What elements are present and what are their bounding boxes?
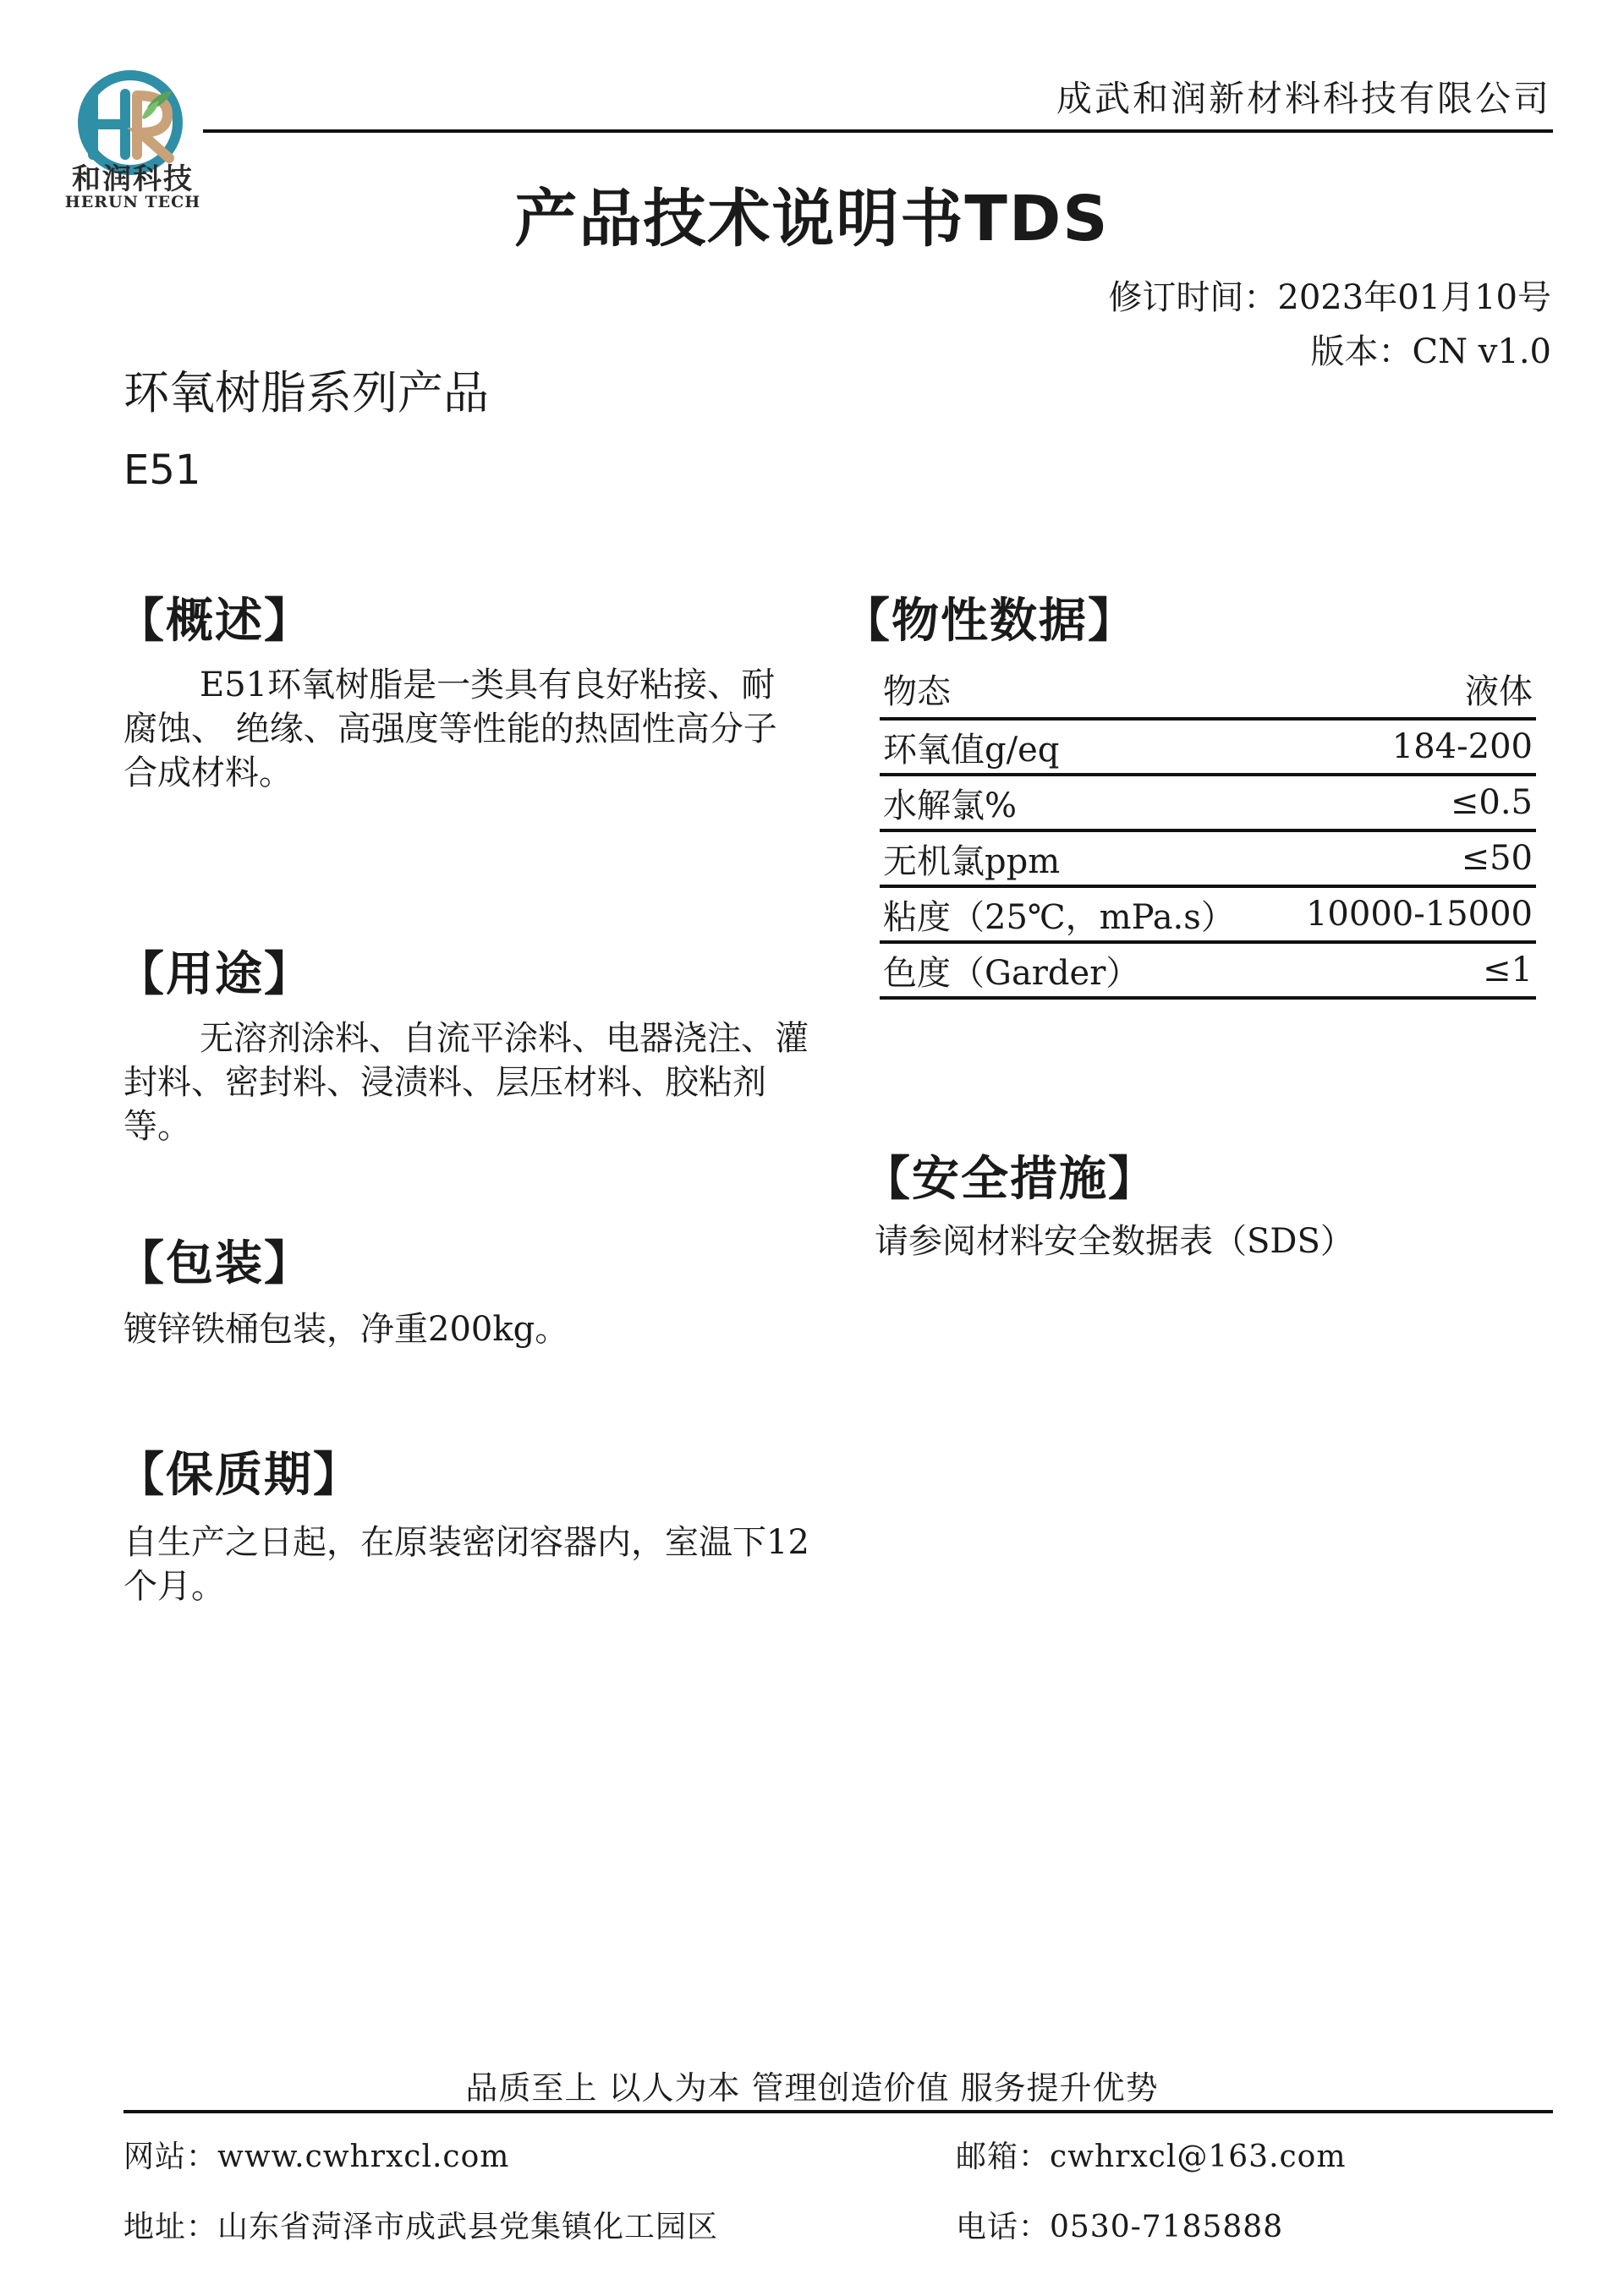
- safety-heading: 【安全措施】: [863, 1152, 1157, 1207]
- table-row: [880, 888, 1536, 944]
- table-row: [880, 721, 1536, 776]
- document-title: 产品技术说明书TDS: [514, 183, 1110, 255]
- property-value: ≤50: [1461, 839, 1533, 878]
- property-value: ≤0.5: [1450, 783, 1533, 822]
- revision-date: 修订时间：2023年01月10号: [1108, 278, 1551, 317]
- overview-text: E51环氧树脂是一类具有良好粘接、耐腐蚀、 绝缘、高强度等性能的热固性高分子合成材料。: [123, 666, 777, 792]
- table-row: [880, 660, 1536, 721]
- packaging-text: 镀锌铁桶包装，净重200kg。: [123, 1310, 569, 1349]
- usage-text: 无溶剂涂料、自流平涂料、电器浇注、灌封料、密封料、浸渍料、层压材料、胶粘剂等。: [123, 1019, 809, 1146]
- logo-cn-text: 和润科技: [72, 162, 194, 196]
- footer-email: 邮箱：cwhrxcl@163.com: [956, 2140, 1347, 2174]
- property-label: 色度（Garder）: [883, 953, 1140, 993]
- footer-divider: [123, 2110, 1553, 2113]
- property-label: 水解氯%: [883, 786, 1018, 825]
- logo-en-text: HERUN TECH: [64, 193, 201, 211]
- property-label: 物态: [883, 671, 951, 711]
- property-value: ≤1: [1483, 951, 1533, 989]
- footer-website: 网站：www.cwhrxcl.com: [123, 2140, 510, 2174]
- product-model: E51: [123, 447, 201, 494]
- footer-motto: 品质至上 以人为本 管理创造价值 服务提升优势: [465, 2069, 1159, 2107]
- property-label: 无机氯ppm: [883, 841, 1061, 881]
- property-value: 184-200: [1391, 727, 1533, 766]
- usage-heading: 【用途】: [117, 947, 313, 1002]
- properties-heading: 【物性数据】: [842, 594, 1137, 649]
- table-row: [880, 832, 1536, 888]
- property-label: 环氧值g/eq: [883, 730, 1060, 770]
- footer-address: 地址：山东省菏泽市成武县党集镇化工园区: [123, 2210, 719, 2244]
- safety-text: 请参阅材料安全数据表（SDS）: [875, 1222, 1354, 1261]
- overview-heading: 【概述】: [117, 594, 313, 649]
- version-label: 版本：CN v1.0: [1310, 332, 1551, 371]
- header-divider: [203, 129, 1553, 133]
- shelf-life-text: 自生产之日起，在原装密闭容器内，室温下12个月。: [123, 1523, 809, 1606]
- shelf-life-heading: 【保质期】: [117, 1448, 362, 1503]
- product-series: 环氧树脂系列产品: [123, 366, 489, 419]
- property-value: 液体: [1465, 671, 1533, 711]
- properties-table: [880, 660, 1536, 1000]
- footer-phone: 电话：0530-7185888: [956, 2210, 1284, 2244]
- table-row: [880, 776, 1536, 832]
- company-name: 成武和润新材料科技有限公司: [1056, 78, 1551, 119]
- property-value: 10000-15000: [1305, 895, 1533, 934]
- packaging-heading: 【包装】: [117, 1236, 313, 1291]
- property-label: 粘度（25℃，mPa.s）: [883, 897, 1235, 937]
- table-row: [880, 944, 1536, 1000]
